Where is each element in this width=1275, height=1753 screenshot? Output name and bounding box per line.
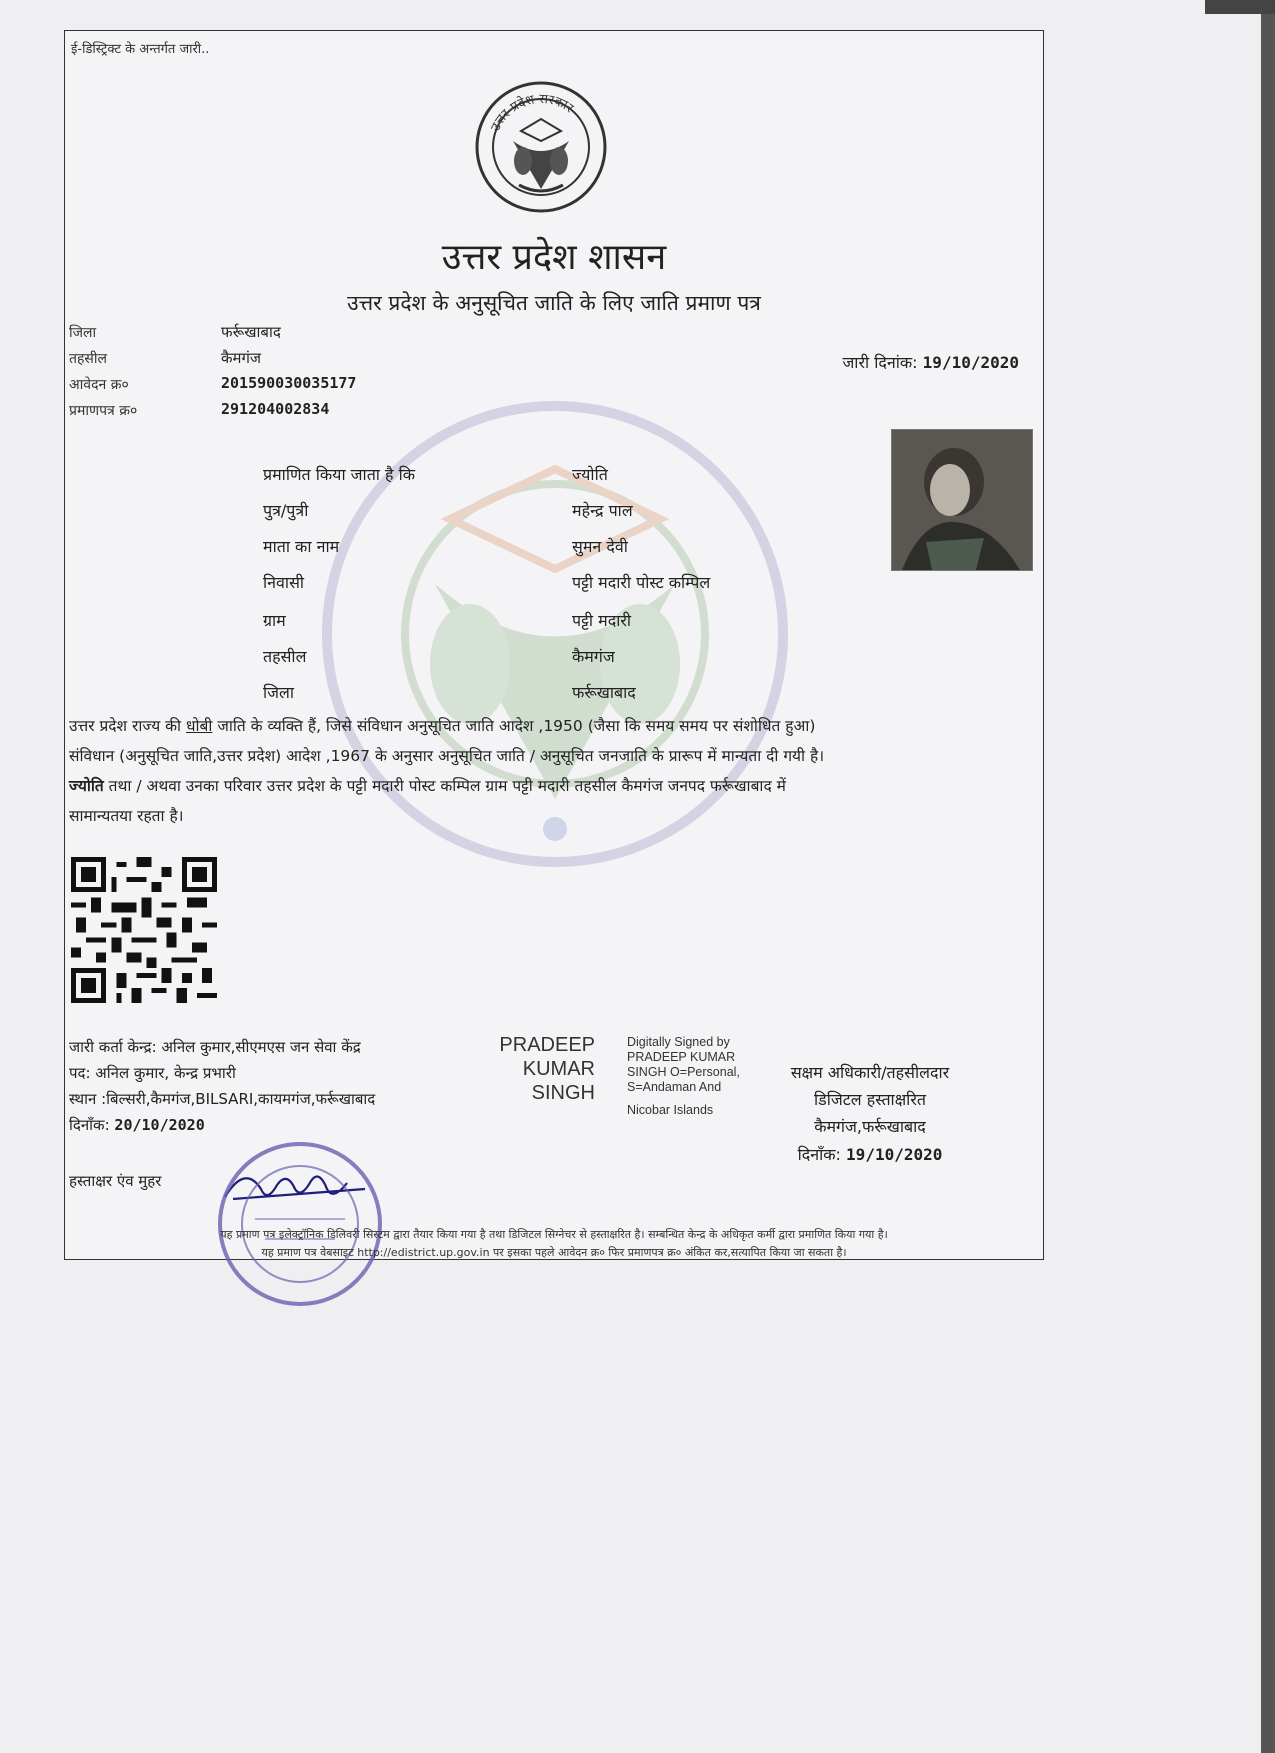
issue-date-label: जारी दिनांक:: [842, 353, 918, 372]
issuer-date-label: दिनाँक:: [69, 1116, 110, 1134]
detail-label-mother: माता का नाम: [263, 537, 340, 556]
authority-date-value: 19/10/2020: [846, 1145, 943, 1164]
page-subtitle: उत्तर प्रदेश के अनुसूचित जाति के लिए जाति प्रमाण पत्र: [347, 291, 761, 315]
page-title: उत्तर प्रदेश शासन: [441, 237, 667, 278]
issuer-post: पद: अनिल कुमार, केन्द्र प्रभारी: [69, 1064, 236, 1082]
detail-label-village: ग्राम: [263, 611, 286, 630]
meta-value-certificate-no: 291204002834: [221, 400, 330, 418]
applicant-name: ज्योति: [69, 777, 104, 795]
body-text: तथा / अथवा उनका परिवार उत्तर प्रदेश के पट्टी मदारी पोस्ट कम्पिल ग्राम पट्टी मदारी तहसील कैमगंज जनपद फर्रूखाबाद में: [103, 777, 786, 795]
detail-value-village: पट्टी मदारी: [572, 611, 632, 630]
disclaimer-line-1: यह प्रमाण पत्र इलेक्ट्रॉनिक डिलिवरी सिस्टम द्वारा तैयार किया गया है तथा डिजिटल सिग्नेचर से हस्ताक्षरित है। सम्बन्धित केन्द्र के अधिकृत कर्मी द्वारा प्रमाणित किया गया है।: [220, 1228, 888, 1241]
body-text: उत्तर प्रदेश राज्य की: [69, 717, 186, 735]
person-photo-icon: [892, 430, 1032, 570]
svg-text:उत्तर प्रदेश सरकार: उत्तर प्रदेश सरकार: [488, 91, 577, 134]
body-line-2: संविधान (अनुसूचित जाति,उत्तर प्रदेश) आदेश ,1967 के अनुसार अनुसूचित जाति / अनुसूचित जनजाति के प्रारूप में मान्यता दी गयी है।: [69, 747, 825, 765]
issued-under-text: ई-डिस्ट्रिक्ट के अन्तर्गत जारी..: [71, 42, 210, 57]
issuer-date: [69, 1115, 205, 1135]
detail-value-name: ज्योति: [572, 465, 608, 484]
issuer-center: जारी कर्ता केन्द्र: अनिल कुमार,सीएमएस जन सेवा केंद्र: [69, 1038, 361, 1056]
applicant-photo: [891, 429, 1033, 571]
detail-value-resident: पट्टी मदारी पोस्ट कम्पिल: [572, 573, 711, 592]
detail-label-district: जिला: [263, 683, 295, 702]
detail-value-mother: सुमन देवी: [572, 537, 628, 556]
detail-value-father: महेन्द्र पाल: [572, 501, 633, 520]
disclaimer-line-2: यह प्रमाण पत्र वेबसाइट http://edistrict.up.gov.in पर इसका पहले आवेदन क्र० फिर प्रमाणपत्र क्र० अंकित कर,सत्यापित किया जा सकता है।: [261, 1246, 847, 1259]
issuer-place: स्थान :बिल्सरी,कैमगंज,BILSARI,कायमगंज,फर्रूखाबाद: [69, 1090, 376, 1108]
certificate-body: [69, 711, 1039, 831]
detail-label-son-daughter: पुत्र/पुत्री: [263, 501, 309, 520]
authority-place: कैमगंज,फर्रूखाबाद: [814, 1117, 926, 1136]
up-emblem-icon: [473, 79, 609, 215]
meta-label-certificate-no: प्रमाणपत्र क्र०: [69, 403, 138, 419]
caste-name: धोबी: [185, 717, 213, 735]
authority-date-label: दिनाँक:: [797, 1145, 841, 1164]
official-stamp: [215, 1139, 385, 1309]
digital-signature-name: [485, 1033, 595, 1105]
digital-signature-detail: Digitally Signed by PRADEEP KUMAR SINGH O=Personal, S=Andaman And: [627, 1035, 740, 1094]
certificate: [64, 30, 1044, 1260]
digital-signature-location: Nicobar Islands: [627, 1103, 714, 1117]
meta-label-application-no: आवेदन क्र०: [69, 377, 129, 393]
detail-value-tehsil: कैमगंज: [572, 647, 615, 666]
authority-date: [705, 1143, 1035, 1165]
sig-name-line: SINGH: [531, 1082, 595, 1104]
authority-designation: सक्षम अधिकारी/तहसीलदार: [790, 1063, 950, 1082]
qr-code-icon: [71, 857, 217, 1003]
body-line-4: सामान्यतया रहता है।: [69, 807, 184, 825]
issue-date-value: 19/10/2020: [922, 353, 1019, 372]
body-text: जाति के व्यक्ति हैं, जिसे संविधान अनुसूचित जाति आदेश ,1950 (जैसा कि समय समय पर संशोधित हुआ): [212, 717, 816, 735]
sig-name-line: KUMAR: [522, 1058, 595, 1080]
meta-value-tehsil: कैमगंज: [221, 349, 262, 367]
body-line-1: [69, 711, 1039, 741]
scan-edge: [1261, 0, 1275, 1753]
detail-value-district: फर्रूखाबाद: [572, 683, 636, 702]
body-line-3: [69, 771, 1039, 801]
detail-label-certified: प्रमाणित किया जाता है कि: [263, 465, 416, 484]
sign-and-seal-label: हस्ताक्षर एंव मुहर: [69, 1172, 162, 1190]
scan-edge-top: [1205, 0, 1275, 14]
meta-value-district: फर्रूखाबाद: [221, 323, 281, 341]
authority-signed: डिजिटल हस्ताक्षरित: [814, 1090, 926, 1109]
sig-name-line: PRADEEP: [499, 1034, 595, 1056]
issuer-date-value: 20/10/2020: [114, 1116, 205, 1134]
issue-date: [842, 351, 1019, 373]
meta-value-application-no: 201590030035177: [221, 374, 357, 392]
detail-label-resident: निवासी: [263, 573, 305, 592]
meta-label-tehsil: तहसील: [69, 351, 107, 367]
meta-label-district: जिला: [69, 325, 97, 341]
detail-label-tehsil: तहसील: [263, 647, 307, 666]
